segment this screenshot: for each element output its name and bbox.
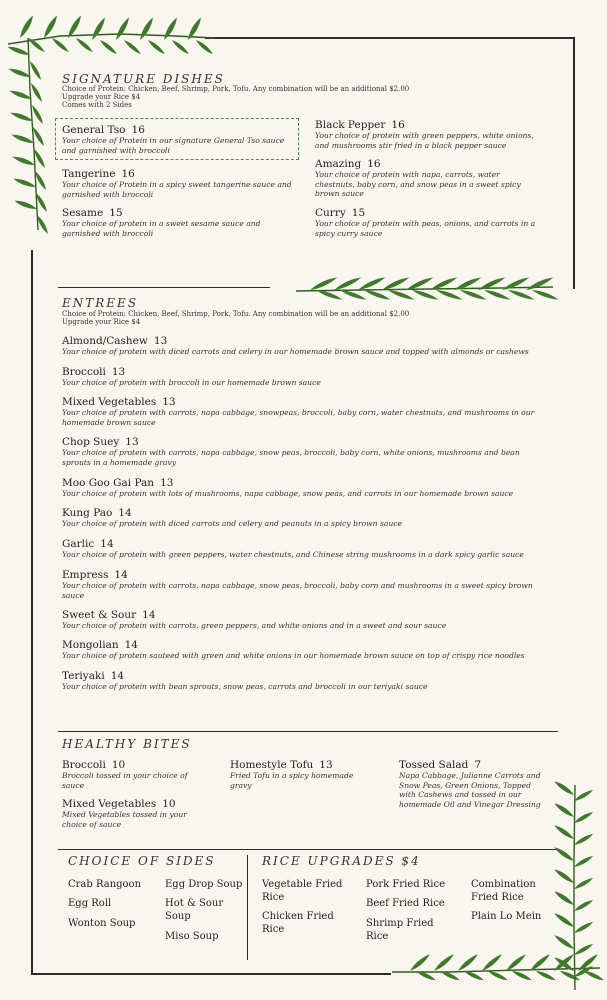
stem-icon <box>574 785 575 990</box>
item-price: 13 <box>153 335 168 347</box>
rice-item: Beef Fried Rice <box>366 898 445 909</box>
item-name: Amazing <box>315 158 362 170</box>
item-price: 14 <box>110 670 125 682</box>
item-name: Sesame <box>62 207 104 219</box>
leaf-icon <box>574 834 593 845</box>
leaf-icon <box>340 290 366 300</box>
item-description: Your choice of protein with broccoli in our homemade brown sauce <box>62 378 321 387</box>
entree-item-almond-cashew <box>62 335 552 357</box>
leaf-icon <box>458 954 478 971</box>
leaf-icon <box>484 290 510 300</box>
item-name: Mongolian <box>62 639 119 651</box>
entrees-note-protein: Choice of Protein: Chicken, Beef, Shrimp, Pork, Tofu. Any combination will be an additional $2.00 <box>62 310 410 318</box>
item-name: Sweet & Sour <box>62 609 137 621</box>
frame-bottom <box>31 973 391 975</box>
leaf-icon <box>554 869 574 883</box>
signature-item-general-tso <box>62 124 297 155</box>
leaf-icon <box>574 922 593 933</box>
item-price: 16 <box>131 124 145 136</box>
signature-item-tangerine <box>62 168 294 199</box>
item-price: 14 <box>114 569 128 581</box>
item-description: Your choice of protein sauteed with green and white onions in our homemade brown sauce on top of crispy rice noodles <box>62 651 525 660</box>
leaf-icon <box>574 812 593 823</box>
item-description: Your choice of Protein in our signature General Tso sauce and garnished with broccoli <box>62 136 285 155</box>
leaf-icon <box>554 825 574 839</box>
leaf-icon <box>574 900 593 911</box>
side-item: Miso Soup <box>165 931 219 942</box>
leaf-icon <box>116 17 129 40</box>
leaf-icon <box>364 290 390 300</box>
item-name: Black Pepper <box>315 119 386 131</box>
sides-divider <box>58 849 558 850</box>
item-description: Your choice of protein with carrots, napa cabbage, snow peas, broccoli, baby corn and mushrooms in a sweet spicy brown sauce <box>62 581 533 600</box>
rice-title: RICE UPGRADES $4 <box>262 854 421 868</box>
item-name: Mixed Vegetables <box>62 798 157 810</box>
signature-item-sesame <box>62 207 294 238</box>
leaf-icon <box>434 954 454 971</box>
leaf-icon <box>532 290 558 300</box>
leaf-icon <box>31 83 42 102</box>
item-price: 16 <box>121 168 135 180</box>
frame-left <box>31 250 33 975</box>
item-description: Your choice of protein with diced carrots and celery and peanuts in a spicy brown sauce <box>62 519 403 528</box>
item-price: 15 <box>109 207 123 219</box>
entree-item-teriyaki <box>62 670 552 692</box>
healthy-item-mixed-vegetables <box>62 798 202 829</box>
item-name: Moo Goo Gai Pan <box>62 477 155 489</box>
leaf-icon <box>554 891 574 905</box>
item-price: 13 <box>319 759 333 771</box>
leaf-icon <box>310 277 337 290</box>
healthy-divider <box>58 731 558 732</box>
item-price: 10 <box>111 759 126 771</box>
leaf-icon <box>554 781 574 795</box>
item-name: Almond/Cashew <box>62 335 148 347</box>
item-price: 13 <box>125 436 139 448</box>
leaf-icon <box>10 113 33 121</box>
rice-item: Combination Fried Rice <box>471 879 536 903</box>
item-name: Garlic <box>62 538 95 550</box>
item-description: Napa Cabbage, Julianne Carrots and Snow Peas, Green Onions, Topped with Cashews and tossed in our homemade Oil and Vinegar Dressing <box>399 771 541 809</box>
item-price: 14 <box>118 507 132 519</box>
leaf-icon <box>536 971 556 980</box>
side-item: Egg Drop Soup <box>165 879 243 890</box>
leaf-icon <box>124 40 141 54</box>
leaf-icon <box>52 38 69 52</box>
leaf-icon <box>8 69 31 77</box>
leaf-icon <box>32 105 43 124</box>
leaf-icon <box>574 878 593 889</box>
leaf-branch-bottom-right-icon <box>0 0 1 1</box>
leaf-icon <box>7 47 30 55</box>
entree-item-mongolian <box>62 639 552 661</box>
rice-item: Shrimp Fried Rice <box>366 918 434 942</box>
signature-note-rice: Upgrade your Rice $4 <box>62 93 141 101</box>
leaf-icon <box>44 15 57 38</box>
healthy-item-broccoli <box>62 759 202 790</box>
stem-icon <box>296 287 553 291</box>
leaf-icon <box>148 40 165 54</box>
item-price: 13 <box>162 396 176 408</box>
leaf-icon <box>574 856 593 867</box>
item-description: Your choice of protein with peas, onions, and carrots in a spicy curry sauce <box>315 219 536 238</box>
item-price: 14 <box>124 639 138 651</box>
leaf-icon <box>92 17 105 40</box>
item-name: Empress <box>62 569 109 581</box>
entrees-note-rice: Upgrade your Rice $4 <box>62 318 141 326</box>
item-name: Chop Suey <box>62 436 120 448</box>
item-description: Your choice of protein in a sweet sesame sauce and garnished with broccoli <box>62 219 261 238</box>
item-name: Broccoli <box>62 759 106 771</box>
entrees-divider <box>58 287 270 288</box>
leaf-icon <box>35 171 46 190</box>
leaf-icon <box>464 971 484 980</box>
leaf-icon <box>388 290 414 300</box>
entree-item-kung-pao <box>62 507 552 529</box>
signature-note-sides: Comes with 2 Sides <box>62 101 132 109</box>
leaf-icon <box>512 971 532 980</box>
leaf-icon <box>488 971 508 980</box>
leaf-icon <box>100 40 117 54</box>
item-price: 7 <box>474 759 482 771</box>
side-item: Egg Roll <box>68 898 112 909</box>
item-description: Your choice of protein with carrots, napa cabbage, snow peas, broccoli, baby corn, white onions, mushrooms and bean sprouts in a homemade gravy <box>62 448 520 467</box>
entrees-title: ENTREES <box>62 296 139 310</box>
item-price: 10 <box>162 798 176 810</box>
rice-item: Plain Lo Mein <box>471 911 542 922</box>
item-price: 13 <box>111 366 126 378</box>
leaf-icon <box>33 127 44 146</box>
leaf-icon <box>406 277 433 290</box>
item-description: Mixed Vegetables tossed in your choice of sauce <box>62 810 187 829</box>
leaf-icon <box>506 954 526 971</box>
item-description: Your choice of protein with lots of mushrooms, napa cabbage, snow peas, and carrots in our homemade brown sauce <box>62 489 514 498</box>
side-item: Crab Rangoon <box>68 879 142 890</box>
leaf-icon <box>554 803 574 817</box>
signature-item-curry <box>315 207 547 238</box>
item-price: 15 <box>351 207 366 219</box>
item-name: Tossed Salad <box>399 759 469 771</box>
entree-item-empress <box>62 569 552 600</box>
leaf-icon <box>436 290 462 300</box>
leaf-icon <box>508 290 534 300</box>
entree-item-broccoli <box>62 366 552 388</box>
leaf-icon <box>13 179 36 187</box>
leaf-icon <box>554 935 574 949</box>
leaf-icon <box>20 15 33 38</box>
leaf-icon <box>30 61 41 80</box>
item-name: General Tso <box>62 124 126 136</box>
sides-title: CHOICE OF SIDES <box>68 854 216 868</box>
leaf-icon <box>382 277 409 290</box>
entree-item-sweet-sour <box>62 609 552 631</box>
item-name: Teriyaki <box>62 670 105 682</box>
leaf-icon <box>34 149 45 168</box>
leaf-icon <box>584 971 604 980</box>
leaf-icon <box>410 954 430 971</box>
healthy-item-tossed-salad <box>399 759 549 809</box>
stem-icon <box>8 34 215 44</box>
sides-rice-separator <box>247 855 248 960</box>
item-price: 13 <box>160 477 174 489</box>
leaf-icon <box>334 277 361 290</box>
leaf-icon <box>9 91 32 99</box>
healthy-title: HEALTHY BITES <box>62 737 192 751</box>
item-description: Your choice of Protein in a spicy sweet tangerine sauce and garnished with broccoli <box>62 180 292 199</box>
item-price: 16 <box>391 119 405 131</box>
side-item: Wonton Soup <box>68 918 136 929</box>
rice-item: Chicken Fried Rice <box>262 911 334 935</box>
item-name: Homestyle Tofu <box>230 759 314 771</box>
item-name: Broccoli <box>62 366 106 378</box>
leaf-icon <box>530 954 550 971</box>
item-description: Your choice of protein with green peppers, white onions, and mushrooms stir fried in a black pepper sauce <box>315 131 534 150</box>
item-price: 14 <box>142 609 156 621</box>
item-name: Tangerine <box>62 168 116 180</box>
leaf-icon <box>358 277 385 290</box>
rice-item: Vegetable Fried Rice <box>262 879 343 903</box>
leaf-icon <box>12 157 35 165</box>
frame-top <box>205 37 575 39</box>
item-description: Your choice of protein with napa, carrots, water chestnuts, baby corn, and snow peas in a sweet spicy brown sauce <box>315 170 521 198</box>
leaf-icon <box>196 40 213 54</box>
item-description: Your choice of protein with bean sprouts, snow peas, carrots and broccoli in our teriyaki sauce <box>62 682 428 691</box>
leaf-icon <box>526 277 553 290</box>
frame-right <box>573 37 575 289</box>
leaf-icon <box>37 215 48 234</box>
entree-item-garlic <box>62 538 552 560</box>
leaf-icon <box>554 913 574 927</box>
signature-item-amazing <box>315 158 540 199</box>
entree-item-moo-goo-gai-pan <box>62 477 552 499</box>
item-description: Your choice of protein with green peppers, water chestnuts, and Chinese string mushrooms in a dark spicy garlic sauce <box>62 550 524 559</box>
entree-item-chop-suey <box>62 436 542 467</box>
entree-item-mixed-vegetables <box>62 396 542 427</box>
item-name: Curry <box>315 207 346 219</box>
side-item: Hot & Sour Soup <box>165 898 224 922</box>
rice-item: Pork Fried Rice <box>366 879 446 890</box>
signature-title: SIGNATURE DISHES <box>62 72 225 86</box>
leaf-icon <box>76 38 93 52</box>
signature-item-black-pepper <box>315 119 547 150</box>
item-description: Fried Tofu in a spicy homemade gravy <box>230 771 354 790</box>
signature-note-protein: Choice of Protein: Chicken, Beef, Shrimp, Pork, Tofu. Any combination will be an additional $2.00 <box>62 85 410 93</box>
leaf-icon <box>460 290 486 300</box>
leaf-icon <box>412 290 438 300</box>
leaf-icon <box>574 790 593 801</box>
leaf-icon <box>68 15 81 38</box>
leaf-icon <box>316 290 342 300</box>
item-price: 16 <box>367 158 381 170</box>
item-description: Your choice of protein with carrots, napa cabbage, snowpeas, broccoli, baby corn, water chestnuts, and mushrooms in our homemade brown sauce <box>62 408 535 427</box>
leaf-icon <box>574 944 593 955</box>
leaf-icon <box>482 954 502 971</box>
leaf-icon <box>554 847 574 861</box>
item-description: Broccoli tossed in your choice of sauce <box>62 771 188 790</box>
leaf-icon <box>14 201 37 209</box>
item-name: Kung Pao <box>62 507 113 519</box>
item-price: 14 <box>100 538 114 550</box>
leaf-icon <box>140 17 153 40</box>
item-description: Your choice of protein with carrots, green peppers, and white onions and in a sweet and sour sauce <box>62 621 447 630</box>
leaf-icon <box>11 135 34 143</box>
item-name: Mixed Vegetables <box>62 396 157 408</box>
healthy-item-homestyle-tofu <box>230 759 370 790</box>
leaf-icon <box>172 40 189 54</box>
item-description: Your choice of protein with diced carrots and celery in our homemade brown sauce and topped with almonds or cashews <box>62 347 529 356</box>
